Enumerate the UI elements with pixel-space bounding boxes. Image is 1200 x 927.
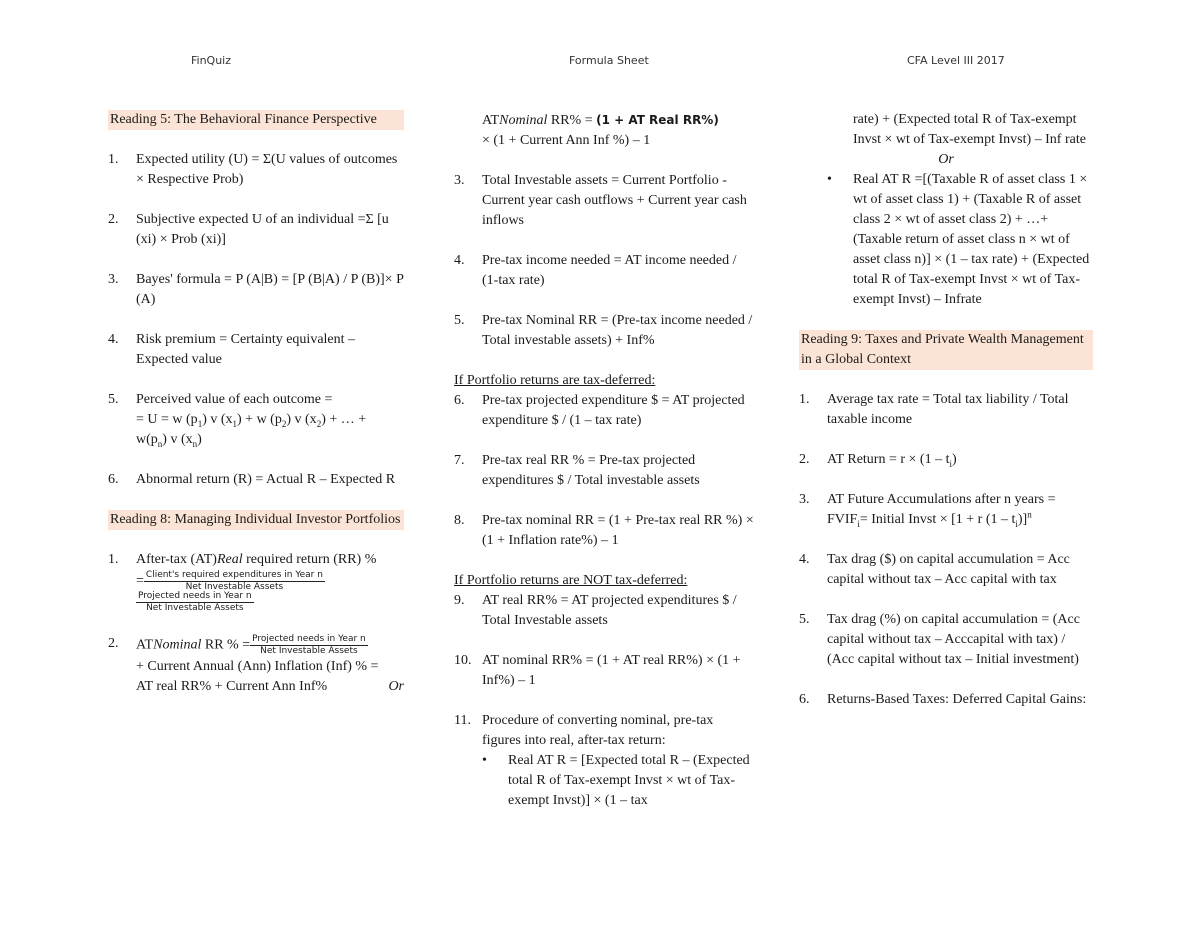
item-number: 5. xyxy=(108,392,119,407)
item-number: 11. xyxy=(454,713,471,728)
bullet-icon: • xyxy=(482,753,487,768)
fraction-denominator: Net Investable Assets xyxy=(185,582,284,592)
list-item xyxy=(108,210,404,250)
item-text: AT real RR% = AT projected expenditures $ / Total Investable assets xyxy=(482,593,737,628)
or-label: Or xyxy=(938,152,954,167)
bullet-text: Real AT R =[(Taxable R of asset class 1 × wt of asset class 1) + (Taxable R of asset class 2 × wt of asset class 2) + …+ (Taxable return of asset class n × wt of asset class n)] × (1 – tax rate) + (Expected total R of Tax-exempt Invst × wt of Tax-exempt Invst) – Infrate xyxy=(853,172,1090,307)
list-item xyxy=(108,270,404,310)
item-number: 1. xyxy=(799,392,810,407)
item-text: Pre-tax projected expenditure $ = AT projected expenditure $ / (1 – tax rate) xyxy=(482,393,745,428)
list-item xyxy=(799,490,1093,530)
item-number: 7. xyxy=(454,453,465,468)
column-1 xyxy=(108,110,404,717)
list-item xyxy=(454,311,754,351)
list-item xyxy=(108,150,404,190)
item-number: 3. xyxy=(108,272,119,287)
item-text: Bayes' formula = P (A|B) = [P (B|A) / P (B)]× P (A) xyxy=(136,272,404,307)
item-text: Abnormal return (R) = Actual R – Expected R xyxy=(136,472,396,487)
header-right: CFA Level III 2017 xyxy=(907,54,1005,67)
list-item xyxy=(454,251,754,291)
item-number: 3. xyxy=(454,173,465,188)
formula-continuation: rate) + (Expected total R of Tax-exempt Invst × wt of Tax-exempt Invst) – Inf rate xyxy=(853,112,1086,147)
section-heading-reading-5: Reading 5: The Behavioral Finance Perspective xyxy=(108,110,404,130)
list-item xyxy=(454,451,754,491)
item-formula: ATNominal RR % = $\frac{\text{Projected needs in Year n}}{\text{Net Investable Assets}}$ + Current Annual (Ann) Inflation (Inf) % = AT real RR% + Current Ann Inf% Or xyxy=(136,634,404,697)
item-number: 1. xyxy=(108,152,119,167)
list-item xyxy=(108,634,404,697)
item-number: 6. xyxy=(799,692,810,707)
list-item xyxy=(454,651,754,691)
item-text: Total Investable assets = Current Portfolio -Current year cash outflows + Current year cash inflows xyxy=(482,173,747,228)
item-number: 9. xyxy=(454,593,465,608)
fraction-numerator: Client's required expenditures in Year n xyxy=(145,570,323,580)
fraction-denominator: Net Investable Assets xyxy=(260,646,358,656)
item-text: Pre-tax income needed = AT income needed / (1-tax rate) xyxy=(482,253,737,288)
bullet-item xyxy=(482,751,754,811)
fraction-numerator: Projected needs in Year n xyxy=(252,634,366,644)
item-number: 5. xyxy=(454,313,465,328)
item-number: 2. xyxy=(108,212,119,227)
item-number: 5. xyxy=(799,612,810,627)
header-left: FinQuiz xyxy=(191,54,232,67)
item-number: 3. xyxy=(799,492,810,507)
item-text: Pre-tax nominal RR = (1 + Pre-tax real RR %) × (1 + Inflation rate%) – 1 xyxy=(482,513,754,548)
subheading-not-tax-deferred: If Portfolio returns are NOT tax-deferred: xyxy=(454,573,688,588)
bullet-icon: • xyxy=(827,172,832,187)
item-text: Returns-Based Taxes: Deferred Capital Gains: xyxy=(827,692,1087,707)
formula-continuation: ATNominal RR% = (1 + AT Real RR%) × (1 + Current Ann Inf %) – 1 xyxy=(482,113,719,148)
list-item xyxy=(799,450,1093,470)
item-text: Procedure of converting nominal, pre-tax figures into real, after-tax return: xyxy=(482,713,714,748)
list-item xyxy=(454,511,754,551)
fraction-numerator: Projected needs in Year n xyxy=(138,591,252,601)
list-item xyxy=(799,390,1093,430)
list-item xyxy=(108,330,404,370)
item-number: 6. xyxy=(454,393,465,408)
item-number: 2. xyxy=(108,636,119,651)
list-item xyxy=(108,470,404,490)
item-text: AT nominal RR% = (1 + AT real RR%) × (1 + Inf%) – 1 xyxy=(482,653,741,688)
item-formula: AT Future Accumulations after n years = $FVIF_i=$ Initial Invst × [1 + r $(1 - t_i)]^n$ xyxy=(827,492,1056,529)
item-text: Pre-tax Nominal RR = (Pre-tax income needed / Total investable assets) + Inf% xyxy=(482,313,753,348)
list-item xyxy=(108,390,404,450)
list-item xyxy=(454,711,754,751)
bullet-item xyxy=(827,170,1093,310)
section-heading-reading-8: Reading 8: Managing Individual Investor Portfolios xyxy=(108,510,404,530)
list-item xyxy=(799,550,1093,590)
item-formula: After-tax (AT)Real required return (RR) % = $\frac{\text{Client's required expenditures in Year n}}{\text{Net Investable Assets}}$ $\frac{\text{Projected needs in Year n}}{\text{Net Investable Assets}}$ xyxy=(136,552,377,613)
list-item xyxy=(454,591,754,631)
item-number: 1. xyxy=(108,552,119,567)
item-number: 4. xyxy=(454,253,465,268)
bullet-text: Real AT R = [Expected total R – (Expected total R of Tax-exempt Invst × wt of Tax-exempt Invst)] × (1 – tax xyxy=(508,753,750,808)
section-heading-reading-9: Reading 9: Taxes and Private Wealth Management in a Global Context xyxy=(799,330,1093,370)
item-text: Subjective expected U of an individual =Σ [u (xi) × Prob (xi)] xyxy=(136,212,389,247)
item-formula: Perceived value of each outcome = = U = w $(p_1)$ v $(x_1) + w$ $(p_2)$ v $(x_2)$ + … + $w(p_n)$ v $(x_n)$ xyxy=(136,392,367,449)
header-center: Formula Sheet xyxy=(569,54,649,67)
item-number: 4. xyxy=(799,552,810,567)
fraction-denominator: Net Investable Assets xyxy=(146,603,244,613)
item-text: Pre-tax real RR % = Pre-tax projected expenditures $ / Total investable assets xyxy=(482,453,700,488)
list-item xyxy=(454,391,754,431)
list-item xyxy=(454,171,754,231)
item-number: 4. xyxy=(108,332,119,347)
item-text: Tax drag (%) on capital accumulation = (Acc capital without tax – Acccapital with tax) / (Acc capital without tax – Initial investment) xyxy=(827,612,1080,667)
item-text: Tax drag ($) on capital accumulation = Acc capital without tax – Acc capital with tax xyxy=(827,552,1070,587)
subheading-tax-deferred: If Portfolio returns are tax-deferred: xyxy=(454,373,656,388)
item-number: 10. xyxy=(454,653,472,668)
item-number: 6. xyxy=(108,472,119,487)
item-text: Average tax rate = Total tax liability / Total taxable income xyxy=(827,392,1069,427)
item-text: Expected utility (U) = Σ(U values of outcomes × Respective Prob) xyxy=(136,152,398,187)
item-number: 8. xyxy=(454,513,465,528)
item-text: Risk premium = Certainty equivalent – Expected value xyxy=(136,332,356,367)
list-item xyxy=(108,550,404,614)
item-number: 2. xyxy=(799,452,810,467)
or-label: Or xyxy=(388,679,404,694)
list-item xyxy=(799,610,1093,670)
list-item xyxy=(799,690,1093,710)
column-3 xyxy=(799,110,1093,730)
column-2 xyxy=(454,110,754,811)
item-formula: AT Return = $r \times (1 - t_i)$ xyxy=(827,452,957,469)
